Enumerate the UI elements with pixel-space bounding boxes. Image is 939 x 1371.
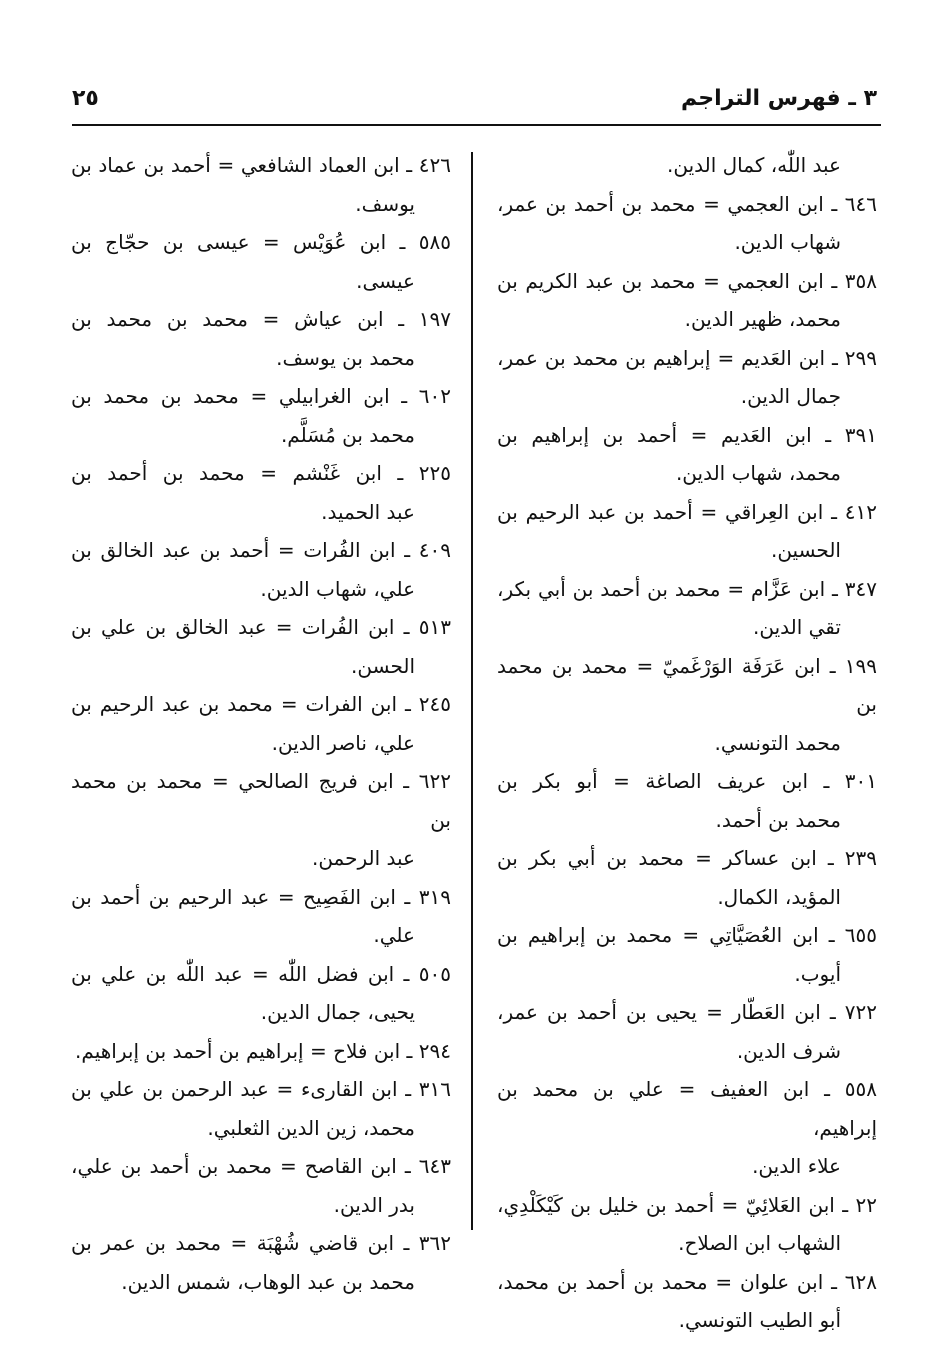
entry-heading: ٥٠٥ ـ ابن فضل اللّٰه = عبد اللّٰه بن علي بن <box>71 961 451 986</box>
index-entry <box>497 1263 877 1340</box>
entry-heading: ٦٠٢ ـ ابن الغرابيلي = محمد بن محمد بن <box>71 384 451 408</box>
entry-heading: ٤١٢ ـ ابن العِراقي = أحمد بن عبد الرحيم بن <box>497 499 877 524</box>
entry-continuation: عيسى. <box>356 268 415 293</box>
entry-heading: ٦٥٥ ـ ابن العُصَيَّاتِي = محمد بن إبراهيم بن <box>497 923 877 947</box>
entry-heading: ٣١٩ ـ ابن الفَصِيح = عبد الرحيم بن أحمد بن <box>71 884 451 909</box>
index-entry <box>71 685 451 762</box>
index-entry <box>71 300 451 377</box>
entry-heading: ٣٠١ ـ ابن عريف الصاغة = أبو بكر بن <box>497 769 877 793</box>
entry-continuation: أيوب. <box>794 961 841 986</box>
entry-continuation: شرف الدين. <box>736 1038 841 1063</box>
entry-heading: ٦٢٨ ـ ابن علوان = محمد بن أحمد بن محمد، <box>497 1269 877 1294</box>
entry-heading: ٣١٦ ـ ابن القارىء = عبد الرحمن بن علي بن <box>71 1077 451 1101</box>
entry-continuation: محمد، زين الدين الثعلبي. <box>207 1115 415 1140</box>
index-entry <box>71 223 451 300</box>
entry-continuation: محمد بن عبد الوهاب، شمس الدين. <box>121 1269 415 1294</box>
index-entry <box>497 339 877 416</box>
entry-continuation: الحسن. <box>351 653 415 678</box>
index-entry <box>71 878 451 955</box>
index-entry <box>497 839 877 916</box>
entry-continuation: عبد الحميد. <box>321 499 415 524</box>
index-entry <box>71 955 451 1032</box>
index-entry <box>71 1224 451 1301</box>
index-entry <box>71 146 451 223</box>
column-divider <box>471 152 473 1230</box>
entry-continuation: علي، شهاب الدين. <box>260 576 415 601</box>
entry-continuation: المؤيد، الكمال. <box>717 884 841 909</box>
index-entry <box>71 1032 451 1071</box>
entry-continuation: يحيى، جمال الدين. <box>260 1000 415 1024</box>
entry-heading: ٥٨٥ ـ ابن عُوَيْس = عيسى بن حجّاج بن <box>71 230 451 254</box>
index-entry <box>497 570 877 647</box>
entry-heading: ١٩٧ ـ ابن عياش = محمد بن محمد بن <box>71 307 451 331</box>
entry-continuation: أبو الطيب التونسي. <box>678 1308 841 1332</box>
index-entry <box>71 454 451 531</box>
right-column <box>497 146 877 1340</box>
index-entry <box>497 416 877 493</box>
entry-continuation: الحسين. <box>770 538 841 562</box>
left-column <box>71 146 451 1301</box>
entry-continuation: محمد، ظهير الدين. <box>684 307 841 331</box>
entry-continuation: شهاب الدين. <box>734 230 841 254</box>
entry-continuation: عبد اللّٰه، كمال الدين. <box>667 153 841 177</box>
entry-heading: ٦٤٦ ـ ابن العجمي = محمد بن أحمد بن عمر، <box>497 191 877 216</box>
entry-continuation: علي. <box>373 923 415 947</box>
entry-heading: ٢٢٥ ـ ابن غَنْشم = محمد بن أحمد بن <box>71 461 451 485</box>
section-title: ٣ ـ فهرس التراجم <box>680 86 877 111</box>
entry-continuation: محمد، شهاب الدين. <box>675 461 841 485</box>
entry-continuation: يوسف. <box>355 191 415 216</box>
entry-heading: ٦٤٣ ـ ابن القاصح = محمد بن أحمد بن علي، <box>71 1154 451 1178</box>
index-entry <box>71 531 451 608</box>
entry-continuation: بدر الدين. <box>333 1192 415 1217</box>
entry-heading: ٢٣٩ ـ ابن عساكر = محمد بن أبي بكر بن <box>497 846 877 870</box>
entry-heading: ٣٤٧ ـ ابن عَزَّام = محمد بن أحمد بن أبي بكر، <box>497 576 877 601</box>
index-entry <box>497 146 877 185</box>
entry-continuation: محمد بن أحمد. <box>715 807 841 832</box>
index-entry <box>71 1147 451 1224</box>
entry-heading: ١٩٩ ـ ابن عَرَفَة الوَرْغَميّ = محمد بن محمد بن <box>497 653 877 716</box>
header-rule <box>72 124 881 126</box>
entry-heading: ٤٠٩ ـ ابن الفُرات = أحمد بن عبد الخالق بن <box>71 538 451 562</box>
page-number: ٢٥ <box>72 86 99 111</box>
index-entry <box>497 993 877 1070</box>
index-entry <box>497 262 877 339</box>
entry-continuation: علي، ناصر الدين. <box>271 730 415 755</box>
entry-heading: ٤٢٦ ـ ابن العماد الشافعي = أحمد بن عماد بن <box>71 153 451 177</box>
index-entry <box>71 608 451 685</box>
index-entry <box>71 762 451 878</box>
entry-continuation: الشهاب ابن الصلاح. <box>678 1231 841 1255</box>
entry-heading: ٣٦٢ ـ ابن قاضي شُهْبَة = محمد بن عمر بن <box>71 1231 451 1255</box>
index-entry <box>497 185 877 262</box>
entry-heading: ٥١٣ ـ ابن الفُرات = عبد الخالق بن علي بن <box>71 615 451 639</box>
entry-heading: ٢٩٤ ـ ابن فلاح = إبراهيم بن أحمد بن إبراهيم. <box>75 1038 451 1063</box>
index-entry <box>497 916 877 993</box>
entry-heading: ٣٥٨ ـ ابن العجمي = محمد بن عبد الكريم بن <box>497 268 877 293</box>
index-entry <box>497 1186 877 1263</box>
entry-continuation: محمد بن يوسف. <box>276 345 415 370</box>
index-entry <box>497 762 877 839</box>
entry-heading: ٥٥٨ ـ ابن العفيف = علي بن محمد بن إبراهيم، <box>497 1077 877 1140</box>
entry-heading: ٦٢٢ ـ ابن فريج الصالحي = محمد بن محمد بن <box>71 769 451 832</box>
entry-heading: ٢٢ ـ ابن العَلائِيّ = أحمد بن خليل بن كَيْكَلْدِي، <box>497 1192 877 1217</box>
index-entry <box>71 1070 451 1147</box>
entry-continuation: محمد بن مُسَلَّم. <box>280 422 415 447</box>
index-entry <box>71 377 451 454</box>
index-entry <box>497 647 877 763</box>
entry-heading: ٧٢٢ ـ ابن العَطّار = يحيى بن أحمد بن عمر، <box>497 1000 877 1024</box>
entry-continuation: تقي الدين. <box>752 615 841 639</box>
entry-continuation: عبد الرحمن. <box>311 846 415 870</box>
entry-heading: ٢٤٥ ـ ابن الفرات = محمد بن عبد الرحيم بن <box>71 692 451 716</box>
index-entry <box>497 1070 877 1186</box>
entry-continuation: محمد التونسي. <box>714 730 841 755</box>
entry-continuation: جمال الدين. <box>740 384 841 408</box>
entry-continuation: علاء الدين. <box>752 1154 841 1178</box>
index-entry <box>497 493 877 570</box>
entry-heading: ٣٩١ ـ ابن العَديم = أحمد بن إبراهيم بن <box>497 422 877 447</box>
entry-heading: ٢٩٩ ـ ابن العَديم = إبراهيم بن محمد بن عمر، <box>497 345 877 370</box>
